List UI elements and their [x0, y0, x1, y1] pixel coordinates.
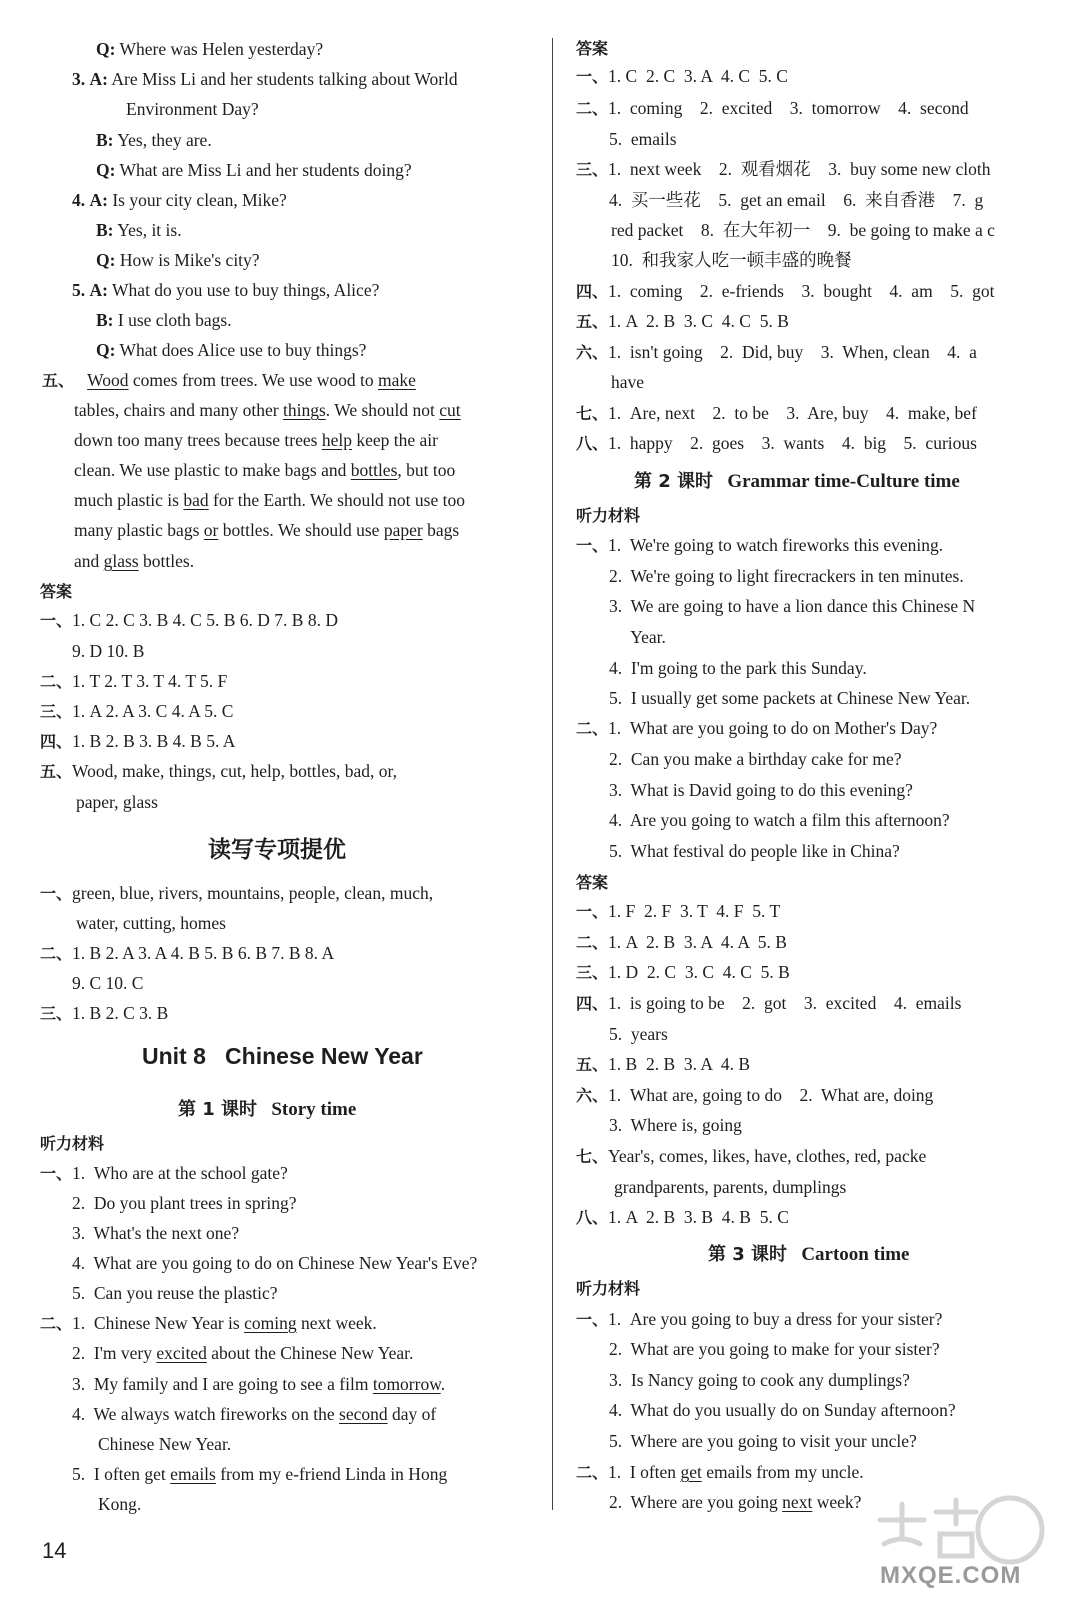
answer-line: 八、1. A 2. B 3. B 4. B 5. C [576, 1207, 789, 1227]
page-number: 14 [42, 1538, 67, 1563]
passage-line: 五、 Wood comes from trees. We use wood to make [42, 370, 416, 390]
answers-heading: 答案 [40, 582, 73, 601]
passage-line: down too many trees because trees help keep the air [74, 430, 438, 450]
answer-line: 3. Where is, going [609, 1115, 742, 1135]
listening-line: 4. Are you going to watch a film this afternoon? [609, 810, 950, 830]
listening-line: 4. We always watch fireworks on the second day of [72, 1404, 437, 1424]
listening-line: 2. We're going to light firecrackers in ten minutes. [609, 566, 964, 586]
listening-line: 3. My family and I are going to see a film tomorrow. [72, 1374, 446, 1394]
answer-line: 5. years [609, 1024, 668, 1044]
passage-line: clean. We use plastic to make bags and bottles, but too [74, 460, 456, 480]
qa-line: B: Yes, they are. [96, 130, 212, 150]
answer-line: 一、1. C 2. C 3. B 4. C 5. B 6. D 7. B 8. D [40, 610, 338, 630]
listening-line: 2. I'm very excited about the Chinese New Year. [72, 1343, 414, 1363]
listening-line: 5. I often get emails from my e-friend Linda in Hong [72, 1464, 448, 1484]
column-divider [552, 38, 553, 1510]
lesson-title: 第 3 课时 Cartoon time [708, 1244, 910, 1265]
qa-line: Q: What are Miss Li and her students doing? [96, 160, 412, 180]
answer-line: have [611, 372, 645, 392]
listening-line: 5. I usually get some packets at Chinese New Year. [609, 688, 971, 708]
listening-line: 3. We are going to have a lion dance this Chinese N [609, 596, 976, 616]
listening-line: 一、1. We're going to watch fireworks this evening. [576, 535, 944, 555]
section-line: water, cutting, homes [76, 913, 226, 933]
listening-line: 3. What's the next one? [72, 1223, 240, 1243]
answer-line: 五、Wood, make, things, cut, help, bottles, bad, or, [40, 761, 398, 781]
listening-line: 5. Where are you going to visit your uncle? [609, 1431, 917, 1451]
answer-line: 9. D 10. B [72, 641, 145, 661]
listening-heading: 听力材料 [576, 506, 641, 525]
passage-line: tables, chairs and many other things. We should not cut [74, 400, 461, 420]
listening-line: Year. [609, 627, 666, 647]
lesson-title: 第 2 课时 Grammar time-Culture time [634, 471, 960, 492]
qa-line: Q: What does Alice use to buy things? [96, 340, 367, 360]
listening-line: 5. Can you reuse the plastic? [72, 1283, 278, 1303]
answer-line: 二、1. coming 2. excited 3. tomorrow 4. second [576, 98, 969, 118]
section-line: 三、1. B 2. C 3. B [40, 1003, 169, 1023]
answer-line: 5. emails [609, 129, 677, 149]
lesson-title: 第 1 课时 Story time [178, 1099, 357, 1120]
answers-heading: 答案 [576, 873, 609, 892]
listening-line: 2. Do you plant trees in spring? [72, 1193, 297, 1213]
listening-line: 二、1. Chinese New Year is coming next week. [40, 1313, 377, 1333]
listening-line: 3. Is Nancy going to cook any dumplings? [609, 1370, 910, 1390]
qa-line: 4. A: Is your city clean, Mike? [72, 190, 287, 210]
answer-line: 七、1. Are, next 2. to be 3. Are, buy 4. make, bef [576, 403, 977, 423]
listening-line: 4. What are you going to do on Chinese New Year's Eve? [72, 1253, 478, 1273]
listening-line: 4. I'm going to the park this Sunday. [609, 658, 867, 678]
answer-line: 六、1. isn't going 2. Did, buy 3. When, clean 4. a [576, 342, 977, 362]
section-title: 读写专项提优 [208, 837, 346, 863]
qa-line: Environment Day? [126, 99, 259, 119]
answer-line: 三、1. D 2. C 3. C 4. C 5. B [576, 962, 790, 982]
answer-line: 四、1. B 2. B 3. B 4. B 5. A [40, 731, 236, 751]
answer-line: 六、1. What are, going to do 2. What are, doing [576, 1085, 934, 1105]
answer-line: 四、1. is going to be 2. got 3. excited 4. emails [576, 993, 962, 1013]
listening-line: 4. What do you usually do on Sunday afternoon? [609, 1400, 956, 1420]
answer-line: 一、1. C 2. C 3. A 4. C 5. C [576, 66, 788, 86]
qa-line: B: Yes, it is. [96, 220, 182, 240]
answer-line: 七、Year's, comes, likes, have, clothes, red, packe [576, 1146, 927, 1166]
section-line: 9. C 10. C [72, 973, 144, 993]
qa-line: B: I use cloth bags. [96, 310, 232, 330]
answer-line: red packet 8. 在大年初一 9. be going to make a c [611, 220, 995, 240]
answer-line: 八、1. happy 2. goes 3. wants 4. big 5. curious [576, 433, 977, 453]
listening-line: 二、1. I often get emails from my uncle. [576, 1462, 864, 1482]
answer-line: 10. 和我家人吃一顿丰盛的晚餐 [611, 250, 852, 270]
unit-title: Unit 8 Chinese New Year [142, 1043, 423, 1069]
listening-line: Kong. [98, 1494, 142, 1514]
answers-heading: 答案 [576, 39, 609, 58]
listening-heading: 听力材料 [40, 1134, 105, 1153]
listening-line: Chinese New Year. [98, 1434, 232, 1454]
passage-line: many plastic bags or bottles. We should use paper bags [74, 520, 460, 540]
section-line: 一、green, blue, rivers, mountains, people, clean, much, [40, 883, 434, 903]
listening-line: 2. What are you going to make for your sister? [609, 1339, 940, 1359]
answer-line: 四、1. coming 2. e-friends 3. bought 4. am 5. got [576, 281, 995, 301]
answer-line: 一、1. F 2. F 3. T 4. F 5. T [576, 901, 781, 921]
answer-line: 五、1. B 2. B 3. A 4. B [576, 1054, 750, 1074]
answer-line: 二、1. A 2. B 3. A 4. A 5. B [576, 932, 787, 952]
qa-line: 3. A: Are Miss Li and her students talking about World [72, 69, 458, 89]
answer-line: grandparents, parents, dumplings [614, 1177, 847, 1197]
listening-line: 2. Where are you going next week? [609, 1492, 862, 1512]
listening-heading: 听力材料 [576, 1279, 641, 1298]
watermark-domain: MXQE.COM [880, 1562, 1022, 1589]
qa-line: 5. A: What do you use to buy things, Alice? [72, 280, 380, 300]
qa-line: Q: Where was Helen yesterday? [96, 39, 324, 59]
passage-line: much plastic is bad for the Earth. We should not use too [74, 490, 465, 510]
passage-line: and glass bottles. [74, 551, 195, 571]
listening-line: 3. What is David going to do this evening? [609, 780, 913, 800]
listening-line: 二、1. What are you going to do on Mother's Day? [576, 718, 938, 738]
qa-line: Q: How is Mike's city? [96, 250, 260, 270]
answer-line: 五、1. A 2. B 3. C 4. C 5. B [576, 311, 789, 331]
answer-line: paper, glass [76, 792, 158, 812]
listening-line: 5. What festival do people like in China? [609, 841, 900, 861]
answer-line: 三、1. next week 2. 观看烟花 3. buy some new cloth [576, 159, 991, 179]
listening-line: 2. Can you make a birthday cake for me? [609, 749, 902, 769]
answer-line: 4. 买一些花 5. get an email 6. 来自香港 7. g [609, 190, 984, 210]
listening-line: 一、1. Who are at the school gate? [40, 1163, 288, 1183]
answer-line: 二、1. T 2. T 3. T 4. T 5. F [40, 671, 228, 691]
section-line: 二、1. B 2. A 3. A 4. B 5. B 6. B 7. B 8. A [40, 943, 335, 963]
answer-line: 三、1. A 2. A 3. C 4. A 5. C [40, 701, 234, 721]
listening-line: 一、1. Are you going to buy a dress for your sister? [576, 1309, 943, 1329]
